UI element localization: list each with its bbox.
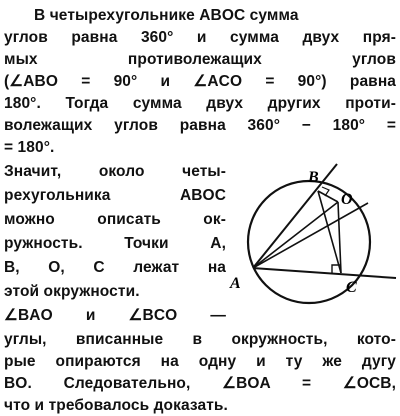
text-line-17: BO. Следовательно, ∠BOA = ∠OCB,: [4, 375, 396, 392]
text-line-12: B, O, C лежат на: [4, 259, 226, 276]
text-line-7: = 180°.: [4, 139, 55, 156]
segment-ao: [253, 202, 338, 268]
point-label-c: C: [346, 279, 357, 296]
text-line-6: волежащих углов равна 360° − 180° =: [4, 117, 396, 134]
text-line-5: 180°. Тогда сумма двух других проти-: [4, 95, 396, 112]
text-line-18: что и требовалось доказать.: [4, 397, 228, 414]
text-line-15: углы, вписанные в окружность, кото-: [4, 331, 396, 348]
text-line-1: В четырехугольнике ABOC сумма: [34, 7, 299, 24]
text-line-9: рехугольника ABOC: [4, 187, 226, 204]
text-line-16: рые опираются на одну и ту же дугу: [4, 353, 396, 370]
segment-ao-extension: [253, 203, 368, 268]
text-line-4: (∠ABO = 90° и ∠ACO = 90°) равна: [4, 73, 396, 90]
text-line-3: мых противолежащих углов: [4, 51, 396, 68]
tangent-line-ac: [253, 268, 396, 278]
point-label-b: B: [308, 169, 319, 186]
geometry-figure: [226, 160, 398, 332]
text-line-2: углов равна 360° и сумма двух пря-: [4, 29, 396, 46]
point-label-a: A: [230, 275, 241, 292]
text-line-8: Значит, около четы-: [4, 163, 226, 180]
point-label-o: O: [341, 191, 353, 208]
text-line-13: этой окружности.: [4, 283, 140, 300]
text-line-10: можно описать ок-: [4, 211, 226, 228]
text-line-14: ∠BAO и ∠BCO —: [4, 307, 226, 324]
text-line-11: ружность. Точки A,: [4, 235, 226, 252]
